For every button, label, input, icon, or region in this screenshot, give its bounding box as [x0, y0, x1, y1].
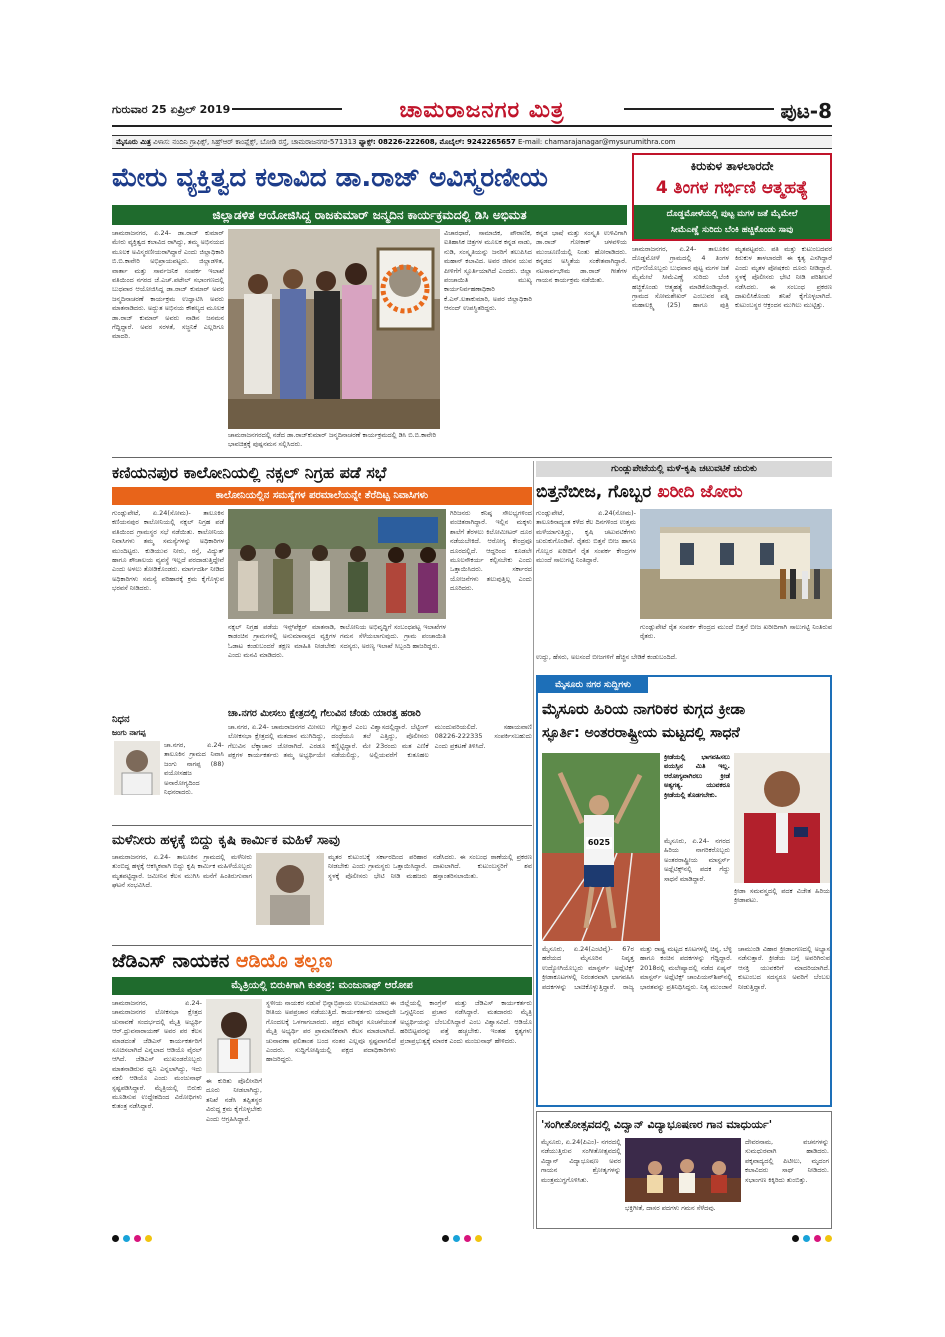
story-seeds-headline — [536, 479, 832, 505]
masthead-rule-right — [624, 108, 774, 110]
masthead-rule — [112, 125, 832, 127]
story-raj-headline: ಮೇರು ವ್ಯಕ್ತಿತ್ವದ ಕಲಾವಿದ ಡಾ.ರಾಜ್ ಅವಿಸ್ಮರಣೀಯ — [112, 163, 548, 193]
story-seeds-photo — [640, 509, 832, 619]
story-seeds-headline-part-2: ಖರೀದಿ ಜೋರು — [657, 482, 743, 502]
mobile-number: ಮೊಬೈಲ್: 9242265657 — [439, 138, 516, 146]
story-naxal-subhead: ಕಾಲೋನಿಯಲ್ಲಿನ ಸಮಸ್ಯೆಗಳ ಪರಮಾಲೆಯನ್ನೇ ತೆರೆದಿಟ್ಟ ನಿವಾಸಿಗಳು — [112, 487, 532, 505]
masthead-rule-left — [232, 108, 342, 110]
story-drowning-text-col-2: ಮೃತರ ಕುಟುಂಬಕ್ಕೆ ಸರ್ಕಾರದಿಂದ ಪರಿಹಾರ ನೀಡಬೇಕು ಎಂದು ಗ್ರಾಮಸ್ಥರು ಒತ್ತಾಯಿಸಿದ್ದಾರೆ. ಸ್ಥಳಕ್ಕೆ ಪೊಲೀಸರು ಭೇಟಿ ನೀಡಿ ಮಹಜರು ನಡೆಸಿದರು. ಈ ಸಂಬಂಧ ಠಾಣೆಯಲ್ಲಿ ಪ್ರಕರಣ ದಾಖಲಾಗಿದೆ. ಕುಟುಂಬಸ್ಥರಿಗೆ ಶವ ಹಸ್ತಾಂತರಿಸಲಾಯಿತು. — [328, 853, 532, 880]
story-drowning-text-col-1: ಚಾಮರಾಜನಗರ, ಏ.24- ತಾಲೂಕಿನ ಗ್ರಾಮದಲ್ಲಿ ಮಳೆನೀರು ತುಂಬಿದ್ದ ಹಳ್ಳಕ್ಕೆ ಆಕಸ್ಮಿಕವಾಗಿ ಬಿದ್ದು ಕೃಷಿ ಕಾರ್ಮಿಕ ಮಹಿಳೆಯೊಬ್ಬರು ಮೃತಪಟ್ಟಿದ್ದಾರೆ. ಜಮೀನಿನ ಕೆಲಸ ಮುಗಿಸಿ ಮನೆಗೆ ಹಿಂತಿರುಗುವಾಗ ಘಟನೆ ಸಂಭವಿಸಿದೆ. — [112, 853, 252, 890]
mysuru-sports-text-body: ಮೈಸೂರು, ಏ.24(ಎಂಟಿವೈ)- 67ರ ಹರೆಯದ ಮೈಸೂರಿನ ನಿವೃತ್ತ ಉದ್ಯೋಗಿಯೊಬ್ಬರು ಮಾಸ್ಟರ್ಸ್ ಅಥ್ಲೆಟಿಕ್ಸ್ ಕ್ರೀಡಾಕೂಟಗಳಲ್ಲಿ ನಿರಂತರವಾಗಿ ಭಾಗವಹಿಸಿ ಪದಕಗಳನ್ನು ಬಾಚಿಕೊಳ್ಳುತ್ತಿದ್ದಾರೆ. ರಾಜ್ಯ ಮತ್ತು ರಾಷ್ಟ್ರ ಮಟ್ಟದ ಕೂಟಗಳಲ್ಲಿ ಚಿನ್ನ, ಬೆಳ್ಳಿ ಹಾಗೂ ಕಂಚಿನ ಪದಕಗಳನ್ನು ಗೆದ್ದಿದ್ದಾರೆ. 2018ರಲ್ಲಿ ಮಲೇಷ್ಯಾದಲ್ಲಿ ನಡೆದ ಏಷ್ಯನ್ ಮಾಸ್ಟರ್ಸ್ ಅಥ್ಲೆಟಿಕ್ಸ್ ಚಾಂಪಿಯನ್‌ಶಿಪ್‌ನಲ್ಲಿ ಭಾರತವನ್ನು ಪ್ರತಿನಿಧಿಸಿದ್ದರು. ನಿತ್ಯ ಮುಂಜಾನೆ ಚಾಮುಂಡಿ ವಿಹಾರ ಕ್ರೀಡಾಂಗಣದಲ್ಲಿ ಅಭ್ಯಾಸ ನಡೆಸುತ್ತಾರೆ. ಕ್ರೀಡೆಯ ಬಗ್ಗೆ ಅವರಿಗಿರುವ ಆಸಕ್ತಿ ಯುವಕರಿಗೆ ಮಾದರಿಯಾಗಿದೆ. ಕುಟುಂಬದ ಸದಸ್ಯರೂ ಅವರಿಗೆ ಬೆಂಬಲ ನೀಡುತ್ತಿದ್ದಾರೆ. — [542, 945, 830, 991]
section-divider-2 — [112, 825, 532, 826]
obituary-name: ಜಂಗು ನಾಗಪ್ಪ — [112, 728, 146, 737]
story-raj-photo-caption: ಚಾಮರಾಜನಗರದಲ್ಲಿ ನಡೆದ ಡಾ.ರಾಜ್‌ಕುಮಾರ್ ಜನ್ಮದಿನಾಚರಣೆ ಕಾರ್ಯಕ್ರಮದಲ್ಲಿ ಡಿಸಿ ಬಿ.ಬಿ.ಕಾವೇರಿ ಭಾವಚಿತ್ರಕ್ಕೆ ಪುಷ್ಪನಮನ ಸಲ್ಲಿಸಿದರು. — [228, 431, 437, 448]
mysuru-runner-photo — [542, 753, 660, 941]
runner-bib-number: 6025 — [587, 838, 611, 847]
registration-marks-right — [792, 1235, 832, 1242]
masthead — [112, 95, 832, 133]
registration-marks-center — [442, 1235, 482, 1242]
mysuru-sports-headline-line-1: ಮೈಸೂರು ಹಿರಿಯ ನಾಗರಿಕರ ಕುಗ್ಗದ ಕ್ರೀಡಾ — [542, 700, 746, 718]
section-divider-3 — [112, 945, 532, 946]
story-raj-photo — [228, 229, 440, 429]
story-suicide-subhead-line-1: ದೊಡ್ಡಮೋಳೆಯಲ್ಲಿ ಪುಟ್ಟ ಮಗಳ ಜತೆ ಮೈಮೇಲೆ — [666, 209, 798, 219]
story-audio-headline-part-1: ಜೆಡಿಎಸ್ ನಾಯಕನ — [112, 950, 236, 972]
story-audio-text-col-3: ಸ್ಥಳೀಯ ನಾಯಕರ ನಡುವೆ ಭಿನ್ನಾಭಿಪ್ರಾಯ ಉಂಟುಮಾಡಲು ಈ ರೀತಿಯ ಅಪಪ್ರಚಾರ ನಡೆಯುತ್ತಿದೆ. ಕಾರ್ಯಕರ್ತರು ಯಾವುದೇ ಗೊಂದಲಕ್ಕೆ ಒಳಗಾಗಬಾರದು. ಪಕ್ಷದ ವರಿಷ್ಠರ ಸೂಚನೆಯಂತೆ ಮೈತ್ರಿ ಅಭ್ಯರ್ಥಿ ಪರ ಪ್ರಾಮಾಣಿಕವಾಗಿ ಕೆಲಸ ಮಾಡಲಾಗಿದೆ. ಚುನಾವಣಾ ಫಲಿತಾಂಶ ಬಂದ ನಂತರ ಎಲ್ಲವೂ ಸ್ಪಷ್ಟವಾಗಲಿದೆ ಎಂದರು. ಸುದ್ದಿಗೋಷ್ಠಿಯಲ್ಲಿ ಪಕ್ಷದ ಪದಾಧಿಕಾರಿಗಳು ಹಾಜರಿದ್ದರು. — [266, 999, 396, 1064]
office-address: ವಿಳಾಸ: ನಂದಿನಿ ಗ್ರಾಫಿಕ್ಸ್, ಸಿಹ್ರ್‌ಆರ್ ಕಾಂಪ್ಲೆಕ್ಸ್, ಬೋಡಿ ರಸ್ತೆ, ಚಾಮರಾಜನಗರ-571313 — [153, 138, 357, 146]
story-suicide-headline: 4 ತಿಂಗಳ ಗರ್ಭಿಣಿ ಆತ್ಮಹತ್ಯೆ — [655, 178, 809, 198]
brand-name: ಮೈಸೂರು ಮಿತ್ರ — [116, 138, 151, 146]
story-audio-text-col-4: ಜಿಲ್ಲೆಯಲ್ಲಿ ಕಾಂಗ್ರೆಸ್ ಮತ್ತು ಜೆಡಿಎಸ್ ಕಾರ್ಯಕರ್ತರು ಒಗ್ಗಟ್ಟಿನಿಂದ ಪ್ರಚಾರ ನಡೆಸಿದ್ದಾರೆ. ಮತದಾರರು ಮೈತ್ರಿ ಅಭ್ಯರ್ಥಿಯನ್ನು ಬೆಂಬಲಿಸಿದ್ದಾರೆ ಎಂಬ ವಿಶ್ವಾಸವಿದೆ. ಆಡಿಯೊ ಹರಿಬಿಟ್ಟವರನ್ನು ಪತ್ತೆ ಹಚ್ಚಬೇಕು. ಇಂತಹ ಕೃತ್ಯಗಳು ಪ್ರಜಾಪ್ರಭುತ್ವಕ್ಕೆ ಮಾರಕ ಎಂದು ಮಂಜುನಾಥ್ ಹೇಳಿದರು. — [400, 999, 532, 1045]
obituary-label: ನಿಧನ — [112, 714, 130, 725]
obituary-text: ಚಾ.ನಗರ, ಏ.24- ತಾಲೂಕಿನ ಗ್ರಾಮದ ನಿವಾಸಿ ಜಂಗು ನಾಗಪ್ಪ (88) ವಯೋಸಹಜ ಅನಾರೋಗ್ಯದಿಂದ ನಿಧನರಾದರು. — [164, 741, 224, 797]
mysuru-athlete-photo — [734, 753, 830, 883]
music-festival-text-col-2: ಭಕ್ತಿಗೀತೆ, ದಾಸರ ಪದಗಳು ಗಮನ ಸೆಳೆದವು. — [625, 1204, 716, 1212]
story-naxal-text-col-2: ನಕ್ಸಲ್ ನಿಗ್ರಹ ಪಡೆಯ ಇನ್ಸ್‌ಪೆಕ್ಟರ್ ಮಾತನಾಡಿ, ಕಾಡಂಚಿನ ಗ್ರಾಮಗಳಲ್ಲಿ ಅನುಮಾನಾಸ್ಪದ ವ್ಯಕ್ತಿಗಳ ಓಡಾಟ ಕಂಡುಬಂದರೆ ತಕ್ಷಣ ಮಾಹಿತಿ ನೀಡಬೇಕು ಎಂದು ಮನವಿ ಮಾಡಿದರು. — [228, 623, 336, 660]
story-suicide-text: ಚಾಮರಾಜನಗರ, ಏ.24- ತಾಲೂಕಿನ ದೊಡ್ಡಮೋಳೆ ಗ್ರಾಮದಲ್ಲಿ 4 ತಿಂಗಳ ಗರ್ಭಿಣಿಯೊಬ್ಬರು ಬುಧವಾರ ಪುಟ್ಟ ಮಗಳ ಜತೆ ಮೈಮೇಲೆ ಸೀಮೆಎಣ್ಣೆ ಸುರಿದು ಬೆಂಕಿ ಹಚ್ಚಿಕೊಂಡು ಆತ್ಮಹತ್ಯೆ ಮಾಡಿಕೊಂಡಿದ್ದಾರೆ. ಗ್ರಾಮದ ಸೋಮಶೇಖರ್ ಎಂಬುವರ ಪತ್ನಿ ಮಹಾಲಕ್ಷ್ಮಿ (25) ಹಾಗೂ ಪುತ್ರಿ ಮೃತಪಟ್ಟವರು. ಪತಿ ಮತ್ತು ಕುಟುಂಬದವರ ಕಿರುಕುಳ ತಾಳಲಾರದೇ ಈ ಕೃತ್ಯ ಎಸಗಿದ್ದಾರೆ ಎಂದು ಮೃತಳ ಪೋಷಕರು ದೂರು ನೀಡಿದ್ದಾರೆ. ಸ್ಥಳಕ್ಕೆ ಪೊಲೀಸರು ಭೇಟಿ ನೀಡಿ ಪರಿಶೀಲನೆ ನಡೆಸಿದರು. ಈ ಸಂಬಂಧ ಪ್ರಕರಣ ದಾಖಲಿಸಿಕೊಂಡು ತನಿಖೆ ಕೈಗೊಳ್ಳಲಾಗಿದೆ. ಕುಟುಂಬಸ್ಥರ ಆಕ್ರಂದನ ಮುಗಿಲು ಮುಟ್ಟಿತ್ತು. — [632, 245, 832, 310]
music-festival-box — [536, 1111, 832, 1229]
music-festival-photo — [625, 1138, 741, 1202]
story-audio-text-col-2: ಈ ಕುರಿತು ಪೊಲೀಸರಿಗೆ ದೂರು ನೀಡಲಾಗಿದ್ದು, ತನಿಖೆ ನಡೆಸಿ ತಪ್ಪಿತಸ್ಥರ ವಿರುದ್ಧ ಕ್ರಮ ಕೈಗೊಳ್ಳಬೇಕು ಎಂದು ಆಗ್ರಹಿಸಿದ್ದಾರೆ. — [206, 1077, 262, 1123]
story-raj-text-col-2: ವಿಚಾರಧಾರೆ, ಸಾಮಾಜಿಕ, ಪೌರಾಣಿಕ, ಐತಿಹಾಸಿಕ ಚಿತ್ರಗಳ ಮೂಲಕ ಕನ್ನಡ ನಾಡು, ನುಡಿ, ಸಂಸ್ಕೃತಿಯನ್ನು ಜನರಿಗೆ ತಲುಪಿಸಿದ ಮಹಾನ್ ಕಲಾವಿದ. ಅವರ ಜೀವನ ಯುವ ಪೀಳಿಗೆಗೆ ಸ್ಫೂರ್ತಿಯಾಗಿದೆ ಎಂದರು. ಜಿಲ್ಲಾ ಪಂಚಾಯಿತಿ ಮುಖ್ಯ ಕಾರ್ಯನಿರ್ವಹಣಾಧಿಕಾರಿ ಕೆ.ಎಸ್.ಲತಾಕುಮಾರಿ, ಅಪರ ಜಿಲ್ಲಾಧಿಕಾರಿ ಆನಂದ್ ಉಪಸ್ಥಿತರಿದ್ದರು. — [444, 229, 532, 313]
story-naxal-headline: ಕಣಿಯನಪುರ ಕಾಲೋನಿಯಲ್ಲಿ ನಕ್ಸಲ್ ನಿಗ್ರಹ ಪಡೆ ಸಭೆ — [112, 463, 387, 482]
music-festival-headline: 'ಸಂಗೀತೋತ್ಸವದಲ್ಲಿ ವಿದ್ವಾನ್ ವಿದ್ಯಾಭೂಷಣರ ಗಾನ ಮಾಧುರ್ಯ' — [541, 1118, 773, 1131]
story-audio-subhead: ಮೈತ್ರಿಯಲ್ಲಿ ಬಿರುಕಿಗಾಗಿ ಕುತಂತ್ರ: ಮಂಜುನಾಥ್ ಆರೋಪ — [112, 977, 532, 995]
newspaper-logo: ಚಾಮರಾಜನಗರ ಮಿತ್ರ — [399, 97, 565, 123]
email-address: E-mail: chamarajanagar@mysurumithra.com — [517, 138, 676, 146]
mysuru-sports-text-col-1: ಮೈಸೂರು, ಏ.24- ನಗರದ ಹಿರಿಯ ನಾಗರಿಕರೊಬ್ಬರು ಅಂತರರಾಷ್ಟ್ರೀಯ ಮಾಸ್ಟರ್ಸ್ ಅಥ್ಲೆಟಿಕ್ಸ್‌ನಲ್ಲಿ ಪದಕ ಗೆದ್ದು ಸಾಧನೆ ಮಾಡಿದ್ದಾರೆ. — [664, 837, 730, 883]
story-raj-subhead: ಜಿಲ್ಲಾಡಳಿತ ಆಯೋಜಿಸಿದ್ದ ರಾಜಕುಮಾರ್ ಜನ್ಮದಿನ ಕಾರ್ಯಕ್ರಮದಲ್ಲಿ ಡಿಸಿ ಅಭಿಮತ — [112, 205, 627, 225]
story-suicide-subhead — [634, 205, 830, 239]
story-naxal-photo — [228, 509, 446, 619]
story-audio-headline — [112, 947, 532, 975]
story-naxal-text-col-4: ಗಿರಿಜನರು ಕನಿಷ್ಠ ಸೌಲಭ್ಯಗಳಿಂದ ವಂಚಿತರಾಗಿದ್ದಾರೆ. ಇಲ್ಲಿನ ಮಕ್ಕಳು ಶಾಲೆಗೆ ತೆರಳಲು ಕಿಲೋಮೀಟರ್ ದೂರ ನಡೆಯಬೇಕಿದೆ. ಆರೋಗ್ಯ ಕೇಂದ್ರವೂ ದೂರದಲ್ಲಿದೆ. ಆದ್ದರಿಂದ ಕೂಡಲೇ ಮೂಲಸೌಕರ್ಯ ಕಲ್ಪಿಸಬೇಕು ಎಂದು ಒತ್ತಾಯಿಸಿದರು. ಸರ್ಕಾರದ ಯೋಜನೆಗಳು ತಲುಪುತ್ತಿಲ್ಲ ಎಂದು ದೂರಿದರು. — [450, 509, 532, 593]
mysuru-sports-panel — [536, 675, 832, 1107]
mysuru-sports-headline-line-2: ಸ್ಫೂರ್ತಿ: ಅಂತರರಾಷ್ಟ್ರೀಯ ಮಟ್ಟದಲ್ಲಿ ಸಾಧನೆ — [542, 725, 740, 741]
section-divider-1 — [112, 457, 832, 458]
story-suicide-kicker: ಕಿರುಕುಳ ತಾಳಲಾರದೇ — [690, 159, 774, 173]
story-suicide-subhead-line-2: ಸೀಮೆಎಣ್ಣೆ ಸುರಿದು ಬೆಂಕಿ ಹಚ್ಚಿಕೊಂಡು ಸಾವು — [670, 225, 794, 235]
story-seeds-headline-part-1: ಬಿತ್ತನೆಬೀಜ, ಗೊಬ್ಬರ — [536, 482, 658, 502]
story-drowning-photo — [256, 853, 324, 925]
story-seeds-kicker: ಗುಂಡ್ಲುಪೇಟೆಯಲ್ಲಿ ಮಳೆ-ಕೃಷಿ ಚಟುವಟಿಕೆ ಚುರುಕು — [536, 461, 832, 477]
music-festival-text-col-3: ದೇವರನಾಮ, ವಚನಗಳನ್ನು ಸುಮಧುರವಾಗಿ ಹಾಡಿದರು. ಪಕ್ಕವಾದ್ಯದಲ್ಲಿ ಪಿಟೀಲು, ಮೃದಂಗ ಕಲಾವಿದರು ಸಾಥ್ ನೀಡಿದರು. ಸಭಾಂಗಣ ಕಿಕ್ಕಿರಿದು ತುಂಬಿತ್ತು. — [745, 1138, 829, 1184]
story-audio-text-col-1: ಚಾಮರಾಜನಗರ, ಏ.24- ಚಾಮರಾಜನಗರ ಲೋಕಸಭಾ ಕ್ಷೇತ್ರದ ಚುನಾವಣೆ ಸಂದರ್ಭದಲ್ಲಿ ಮೈತ್ರಿ ಅಭ್ಯರ್ಥಿ ಆರ್.ಧ್ರುವನಾರಾಯಣ್ ಅವರ ಪರ ಕೆಲಸ ಮಾಡದಂತೆ ಜೆಡಿಎಸ್ ಕಾರ್ಯಕರ್ತರಿಗೆ ಸೂಚಿಸಲಾಗಿದೆ ಎನ್ನಲಾದ ಆಡಿಯೊ ವೈರಲ್ ಆಗಿದೆ. ಜೆಡಿಎಸ್ ಮುಖಂಡರೊಬ್ಬರು ಮಾತನಾಡಿರುವ ಧ್ವನಿ ಎನ್ನಲಾಗಿದ್ದು, ಇದು ನಕಲಿ ಆಡಿಯೊ ಎಂದು ಮಂಜುನಾಥ್ ಸ್ಪಷ್ಟಪಡಿಸಿದ್ದಾರೆ. ಮೈತ್ರಿಯಲ್ಲಿ ಬಿರುಕು ಮೂಡಿಸುವ ಉದ್ದೇಶದಿಂದ ವಿರೋಧಿಗಳು ಕುತಂತ್ರ ನಡೆಸಿದ್ದಾರೆ. — [112, 999, 202, 1111]
story-raj-text-col-1: ಚಾಮರಾಜನಗರ, ಏ.24- ಡಾ.ರಾಜ್ ಕುಮಾರ್ ಮೇರು ವ್ಯಕ್ತಿತ್ವದ ಕಲಾವಿದ ರಾಗಿದ್ದು, ತಮ್ಮ ಅಭಿನಯದ ಮೂಲಕ ಅವಿಸ್ಮರಣೀಯರಾಗಿದ್ದಾರೆ ಎಂದು ಜಿಲ್ಲಾಧಿಕಾರಿ ಬಿ.ಬಿ.ಕಾವೇರಿ ಅಭಿಪ್ರಾಯಪಟ್ಟರು. ಜಿಲ್ಲಾಡಳಿತ, ವಾರ್ತಾ ಮತ್ತು ಸಾರ್ವಜನಿಕ ಸಂಪರ್ಕ ಇಲಾಖೆ ವತಿಯಿಂದ ನಗರದ ಜೆ.ಎಚ್.ಪಟೇಲ್ ಸಭಾಂಗಣದಲ್ಲಿ ಬುಧವಾರ ಆಯೋಜಿಸಿದ್ದ ಡಾ.ರಾಜ್ ಕುಮಾರ್ ಅವರ ಜನ್ಮದಿನಾಚರಣೆ ಕಾರ್ಯಕ್ರಮ ಉದ್ಘಾಟಿಸಿ ಅವರು ಮಾತನಾಡಿದರು. ಅದ್ಭುತ ಅಭಿನಯ ಕೌಶಲ್ಯದ ಮೂಲಕ ಡಾ.ರಾಜ್ ಕುಮಾರ್ ಅವರು ನಾಡಿನ ಜನಮನ ಗೆದ್ದಿದ್ದಾರೆ. ಅವರ ಸರಳತೆ, ಸಜ್ಜನಿಕೆ ಎಲ್ಲರಿಗೂ ಮಾದರಿ. — [112, 229, 224, 341]
story-election-headline: ಚಾ.ನಗರ ಮೀಸಲು ಕ್ಷೇತ್ರದಲ್ಲಿ ಗೆಲುವಿನ ಚೆಂಡು ಯಾರತ್ತ ಹರಾರಿ — [228, 708, 421, 719]
story-suicide-box — [632, 153, 832, 241]
story-seeds-text-col-2: ಉದ್ದು, ಹೆಸರು, ಅಲಸಂದೆ ಬೀಜಗಳಿಗೆ ಹೆಚ್ಚಿನ ಬೇಡಿಕೆ ಕಂಡುಬಂದಿದೆ. — [536, 653, 678, 661]
story-drowning-headline: ಮಳೆನೀರು ಹಳ್ಳಕ್ಕೆ ಬಿದ್ದು ಕೃಷಿ ಕಾರ್ಮಿಕ ಮಹಿಳೆ ಸಾವು — [112, 832, 340, 848]
story-seeds-text-col-1: ಗುಂಡ್ಲುಪೇಟೆ, ಏ.24(ಸೋಮ)- ತಾಲೂಕಿನಾದ್ಯಂತ ಕಳೆದ ಕೆಲ ದಿನಗಳಿಂದ ಉತ್ತಮ ಮಳೆಯಾಗುತ್ತಿದ್ದು, ಕೃಷಿ ಚಟುವಟಿಕೆಗಳು ಚುರುಕುಗೊಂಡಿವೆ. ರೈತರು ಬಿತ್ತನೆ ಬೀಜ ಹಾಗೂ ಗೊಬ್ಬರ ಖರೀದಿಗೆ ರೈತ ಸಂಪರ್ಕ ಕೇಂದ್ರಗಳ ಮುಂದೆ ಸಾಲುಗಟ್ಟಿ ನಿಂತಿದ್ದಾರೆ. — [536, 509, 636, 565]
story-election-text: ಚಾ.ನಗರ, ಏ.24- ಚಾಮರಾಜನಗರ ಮೀಸಲು ಲೋಕಸಭಾ ಕ್ಷೇತ್ರದಲ್ಲಿ ಮತದಾನ ಮುಗಿದಿದ್ದು, ಗೆಲುವಿನ ಲೆಕ್ಕಾಚಾರ ಜೋರಾಗಿದೆ. ಎರಡೂ ಪಕ್ಷಗಳ ಕಾರ್ಯಕರ್ತರು ತಮ್ಮ ಅಭ್ಯರ್ಥಿಯೇ ಗೆಲ್ಲುತ್ತಾರೆ ಎಂಬ ವಿಶ್ವಾಸದಲ್ಲಿದ್ದಾರೆ. ಬೆಟ್ಟಿಂಗ್ ದಂಧೆಯೂ ತಲೆ ಎತ್ತಿದ್ದು, ಪೊಲೀಸರು ಕಣ್ಣಿಟ್ಟಿದ್ದಾರೆ. ಮೇ 23ರಂದು ಮತ ಎಣಿಕೆ ನಡೆಯಲಿದ್ದು, ಅಲ್ಲಿಯವರೆಗೆ ಕುತೂಹಲ ಮುಂದುವರಿಯಲಿದೆ. ಸಹಾಯವಾಣಿ 08226-222335 ಸಂಪರ್ಕಿಸಬಹುದು ಎಂದು ಪ್ರಕಟಣೆ ತಿಳಿಸಿದೆ. — [228, 723, 532, 760]
page-number: ಪುಟ-8 — [780, 99, 832, 123]
registration-marks-left — [112, 1235, 152, 1242]
story-naxal-text-col-3: ಕಾಲೋನಿಯ ಅಭಿವೃದ್ಧಿಗೆ ಸಂಬಂಧಪಟ್ಟ ಇಲಾಖೆಗಳ ಗಮನ ಸೆಳೆಯಲಾಗುವುದು. ಗ್ರಾಮ ಪಂಚಾಯಿತಿ ಸದಸ್ಯರು, ಅರಣ್ಯ ಇಲಾಖೆ ಸಿಬ್ಬಂದಿ ಹಾಜರಿದ್ದರು. — [340, 623, 446, 650]
story-seeds-photo-caption: ಗುಂಡ್ಲುಪೇಟೆ ರೈತ ಸಂಪರ್ಕ ಕೇಂದ್ರದ ಮುಂದೆ ಬಿತ್ತನೆ ಬೀಜ ಖರೀದಿಗಾಗಿ ಸಾಲುಗಟ್ಟಿ ನಿಂತಿರುವ ರೈತರು. — [640, 623, 832, 641]
mysuru-athlete-caption: ಕ್ರೀಡಾ ಸಮವಸ್ತ್ರದಲ್ಲಿ ಪದಕ ವಿಜೇತ ಹಿರಿಯ ಕ್ರೀಡಾಪಟು. — [734, 887, 830, 905]
mysuru-section-tag: ಮೈಸೂರು ನಗರ ಸುದ್ದಿಗಳು — [538, 677, 648, 693]
story-naxal-text-col-1: ಗುಂಡ್ಲುಪೇಟೆ, ಏ.24(ಸೋಮ)- ತಾಲೂಕಿನ ಕಣಿಯನಪುರ ಕಾಲೋನಿಯಲ್ಲಿ ನಕ್ಸಲ್ ನಿಗ್ರಹ ಪಡೆ ವತಿಯಿಂದ ಗ್ರಾಮಸ್ಥರ ಸಭೆ ನಡೆಯಿತು. ಕಾಲೋನಿಯ ನಿವಾಸಿಗಳು ತಮ್ಮ ಸಮಸ್ಯೆಗಳನ್ನು ಅಧಿಕಾರಿಗಳ ಮುಂದಿಟ್ಟರು. ಕುಡಿಯುವ ನೀರು, ರಸ್ತೆ, ವಿದ್ಯುತ್ ಹಾಗೂ ಶೌಚಾಲಯ ವ್ಯವಸ್ಥೆ ಇಲ್ಲದೆ ಪರದಾಡುತ್ತಿದ್ದೇವೆ ಎಂದು ಅಳಲು ತೋಡಿಕೊಂಡರು. ಮಾರ್ಗದರ್ಶಿ ನೀಡಿದ ಅಧಿಕಾರಿಗಳು ಸಮಸ್ಯೆ ಪರಿಹಾರಕ್ಕೆ ಕ್ರಮ ಕೈಗೊಳ್ಳುವ ಭರವಸೆ ನೀಡಿದರು. — [112, 509, 224, 593]
contact-bar — [112, 135, 832, 149]
issue-date: ಗುರುವಾರ 25 ಏಪ್ರಿಲ್ 2019 — [112, 103, 231, 116]
column-divider — [533, 461, 534, 1229]
story-audio-photo — [206, 999, 262, 1073]
fax-number: ಫ್ಯಾಕ್ಸ್: 08226-222608, — [358, 138, 438, 146]
newspaper-page — [112, 95, 832, 1245]
story-raj-text-col-3: ಕನ್ನಡ ಭಾಷೆ ಮತ್ತು ಸಂಸ್ಕೃತಿ ಉಳಿವಿಗಾಗಿ ಡಾ.ರಾಜ್ ಗೋಕಾಕ್ ಚಳವಳಿಯ ಮುಂಚೂಣಿಯಲ್ಲಿ ನಿಂತು ಹೋರಾಡಿದರು. ಕನ್ನಡದ ಅಸ್ಮಿತೆಯ ಸಂಕೇತವಾಗಿದ್ದಾರೆ. ನಟಸಾರ್ವಭೌಮ ಡಾ.ರಾಜ್ ಗೀತೆಗಳ ಗಾಯನ ಕಾರ್ಯಕ್ರಮ ನಡೆಯಿತು. — [536, 229, 627, 285]
mysuru-sports-quote: ಕ್ರೀಡೆಯಲ್ಲಿ ಭಾಗವಹಿಸಲು ವಯಸ್ಸಿನ ಮಿತಿ ಇಲ್ಲ. ಆರೋಗ್ಯವಾಗಿರಲು ಕ್ರೀಡೆ ಅತ್ಯಗತ್ಯ. ಯುವಕರೂ ಕ್ರೀಡೆಯಲ್ಲಿ ತೊಡಗಬೇಕು. — [664, 753, 730, 799]
story-audio-headline-part-2: ಆಡಿಯೊ ತಲ್ಲಣ — [235, 950, 333, 972]
music-festival-text-col-1: ಮೈಸೂರು, ಏ.24(ಪಿಎಂ)- ನಗರದಲ್ಲಿ ನಡೆಯುತ್ತಿರುವ ಸಂಗೀತೋತ್ಸವದಲ್ಲಿ ವಿದ್ವಾನ್ ವಿದ್ಯಾಭೂಷಣ ಅವರ ಗಾಯನ ಶ್ರೋತೃಗಳನ್ನು ಮಂತ್ರಮುಗ್ಧಗೊಳಿಸಿತು. — [541, 1138, 621, 1184]
obituary-photo — [114, 741, 160, 795]
